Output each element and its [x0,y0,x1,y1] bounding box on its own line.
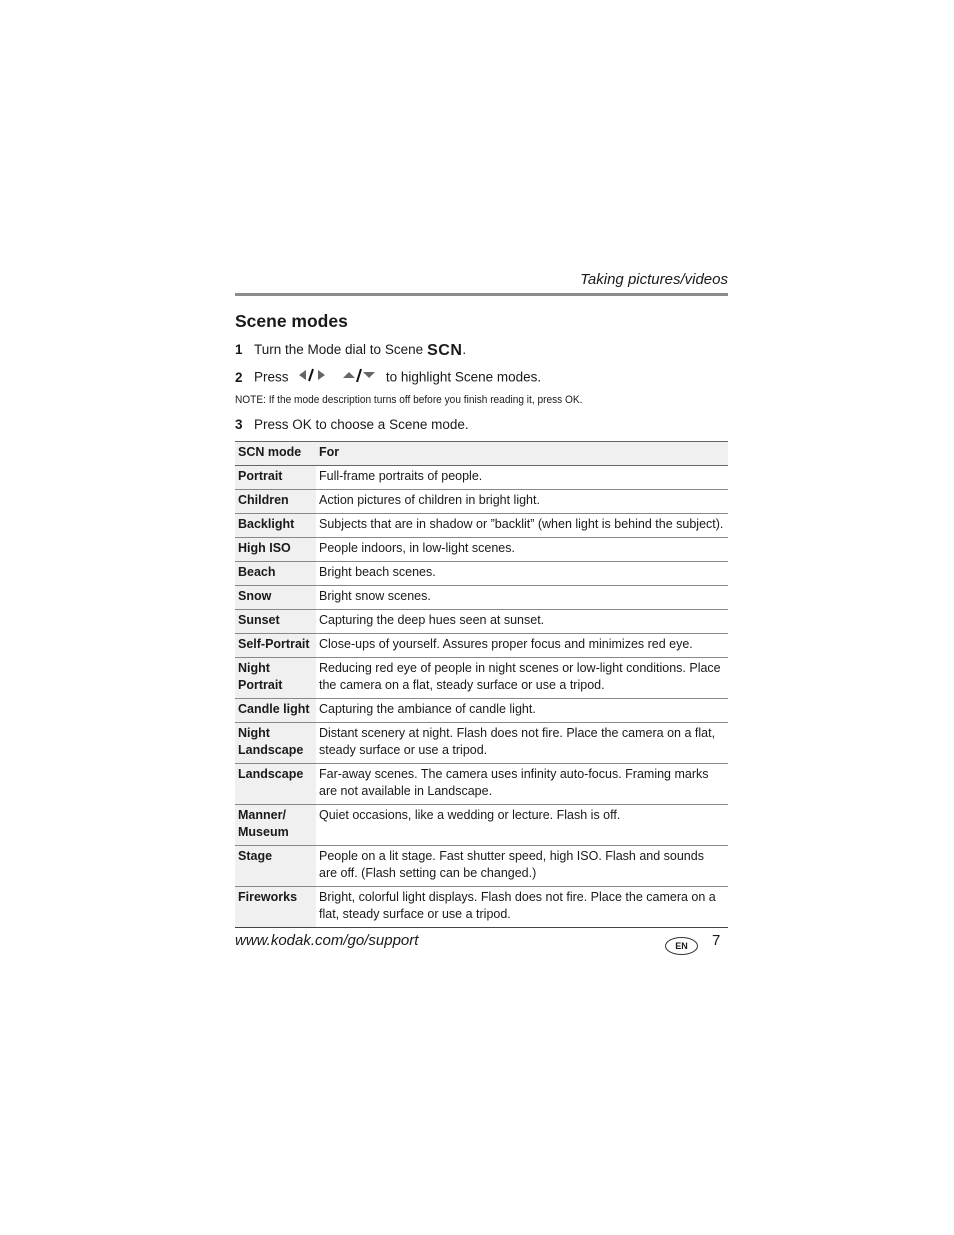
table-row [235,887,728,928]
table-row [235,514,728,538]
running-header-title: Taking pictures/videos [580,271,728,288]
scene-mode-description: Close-ups of yourself. Assures proper focus and minimizes red eye. [316,634,728,658]
table-header-row [235,442,728,466]
scene-mode-description: Distant scenery at night. Flash does not fire. Place the camera on a flat, steady surface or use a tripod. [316,723,728,764]
scene-mode-description: Reducing red eye of people in night scenes or low-light conditions. Place the camera on a flat, steady surface or use a tripod. [316,658,728,699]
scene-mode-name: Night Portrait [235,658,316,699]
table-row [235,538,728,562]
section-title: Scene modes [235,311,348,331]
step-suffix: . [462,342,467,357]
step-text: Turn the Mode dial to Scene [254,342,424,357]
step-suffix: to highlight Scene modes. [385,369,542,385]
scene-mode-name: Fireworks [235,887,316,928]
step-1 [235,340,466,360]
scene-mode-description: Full-frame portraits of people. [316,466,728,490]
scene-mode-description: Quiet occasions, like a wedding or lecture. Flash is off. [316,805,728,846]
scene-mode-description: Bright beach scenes. [316,562,728,586]
scene-mode-description: People on a lit stage. Fast shutter speed, high ISO. Flash and sounds are off. (Flash setting can be changed.) [316,846,728,887]
scene-mode-name: Backlight [235,514,316,538]
note-text: NOTE: If the mode description turns off before you finish reading it, press OK. [235,394,583,406]
scene-mode-description: Capturing the deep hues seen at sunset. [316,610,728,634]
step-number: 3 [235,417,243,432]
scene-mode-name: Beach [235,562,316,586]
scene-mode-name: Stage [235,846,316,887]
scene-mode-name: Manner/ Museum [235,805,316,846]
table-row [235,805,728,846]
column-header-for: For [316,442,728,466]
scene-mode-name: Snow [235,586,316,610]
scene-mode-description: Far-away scenes. The camera uses infinity auto-focus. Framing marks are not available in Landscape. [316,764,728,805]
step-number: 2 [235,369,243,385]
page-number: 7 [712,932,721,949]
step-number: 1 [235,342,243,357]
scene-mode-name: Self-Portrait [235,634,316,658]
scene-mode-description: Subjects that are in shadow or ”backlit” (when light is behind the subject). [316,514,728,538]
step-prefix: Press [254,369,289,385]
language-badge: EN [665,937,698,955]
scene-mode-description: Bright, colorful light displays. Flash does not fire. Place the camera on a flat, steady surface or use a tripod. [316,887,728,928]
table-row [235,764,728,805]
table-row [235,466,728,490]
scene-mode-description: Action pictures of children in bright light. [316,490,728,514]
table-row [235,562,728,586]
scene-mode-description: Capturing the ambiance of candle light. [316,699,728,723]
table-body [235,466,728,928]
scene-mode-name: Night Landscape [235,723,316,764]
scene-mode-description: Bright snow scenes. [316,586,728,610]
scene-mode-name: Portrait [235,466,316,490]
table-row [235,610,728,634]
table-row [235,490,728,514]
step-2 [235,367,541,387]
table-row [235,723,728,764]
up-down-arrows-icon [342,367,376,389]
table-row [235,699,728,723]
scene-mode-name: High ISO [235,538,316,562]
scene-mode-name: Children [235,490,316,514]
table-row [235,586,728,610]
scene-mode-name: Landscape [235,764,316,805]
scene-mode-name: Sunset [235,610,316,634]
left-right-arrows-icon [298,367,326,389]
table-row [235,658,728,699]
scn-icon: SCN [427,342,463,359]
scene-mode-description: People indoors, in low-light scenes. [316,538,728,562]
scene-modes-table [235,441,728,928]
column-header-scn-mode: SCN mode [235,442,316,466]
table-row [235,634,728,658]
scene-mode-name: Candle light [235,699,316,723]
table-row [235,846,728,887]
step-text: Press OK to choose a Scene mode. [254,417,469,432]
header-rule [235,293,728,296]
step-3 [235,415,469,435]
support-url: www.kodak.com/go/support [235,932,419,949]
